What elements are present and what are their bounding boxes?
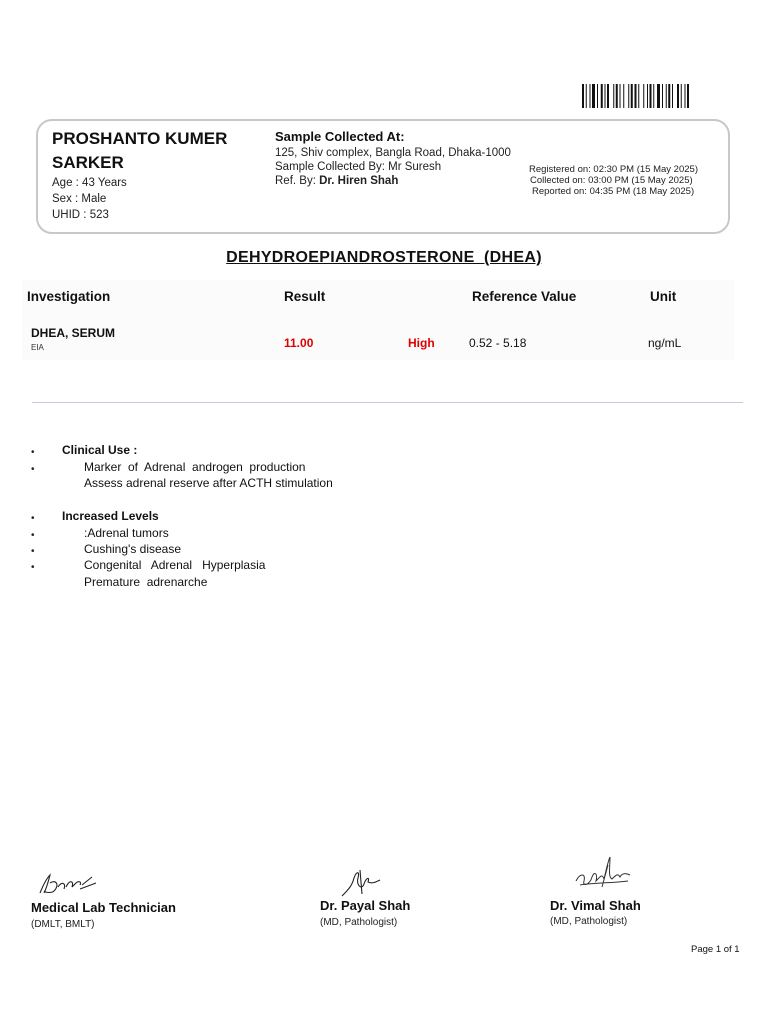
- signatory-name: Dr. Payal Shah: [320, 898, 411, 913]
- signatory-qualification: (MD, Pathologist): [320, 917, 398, 928]
- barcode-bar: [605, 84, 606, 108]
- barcode-bar: [631, 84, 633, 108]
- barcode-bar: [653, 84, 654, 108]
- increased-item: Premature adrenarche: [84, 575, 208, 589]
- sample-collected-heading: Sample Collected At:: [275, 129, 405, 144]
- barcode-bar: [597, 84, 598, 108]
- header-reference: Reference Value: [472, 289, 577, 304]
- barcode-bar: [620, 84, 621, 108]
- bullet: •: [31, 530, 35, 541]
- header-unit: Unit: [650, 289, 677, 304]
- referred-by: [275, 173, 398, 189]
- barcode-bar: [666, 84, 667, 108]
- barcode-bar: [623, 84, 624, 108]
- test-name: DHEA, SERUM: [31, 326, 116, 340]
- patient-age: Age : 43 Years: [52, 177, 127, 189]
- signature-technician-image: [36, 869, 100, 897]
- barcode-bar: [668, 84, 670, 108]
- patient-name-line2: SARKER: [52, 153, 124, 172]
- barcode-bar: [685, 84, 686, 108]
- barcode-bar: [657, 84, 660, 108]
- barcode-bar: [590, 84, 591, 108]
- bullet: •: [31, 447, 35, 458]
- reported-date: Reported on: 04:35 PM (18 May 2025): [532, 186, 695, 197]
- barcode-bar: [677, 84, 679, 108]
- registered-date: Registered on: 02:30 PM (15 May 2025): [529, 164, 698, 175]
- bullet: •: [31, 464, 35, 475]
- header-investigation: Investigation: [27, 289, 111, 304]
- results-table: [22, 280, 734, 360]
- barcode-bar: [601, 84, 603, 108]
- result-value: 11.00: [284, 336, 314, 350]
- signature-payal-shah-image: [340, 866, 384, 900]
- barcode-bar: [613, 84, 614, 108]
- section-divider: [32, 402, 743, 403]
- bullet: •: [31, 562, 35, 573]
- patient-name-line1: PROSHANTO KUMER: [52, 129, 228, 148]
- barcode-bar: [616, 84, 618, 108]
- bullet: •: [31, 513, 35, 524]
- barcode-bar: [586, 84, 587, 108]
- signatory-qualification: (MD, Pathologist): [550, 916, 628, 927]
- result-flag: High: [408, 336, 435, 350]
- collection-address: 125, Shiv complex, Bangla Road, Dhaka-1000: [275, 147, 511, 159]
- barcode-bar: [687, 84, 689, 108]
- page-number: Page 1 of 1: [691, 944, 740, 955]
- increased-levels-heading: Increased Levels: [62, 509, 159, 523]
- reference-range: 0.52 - 5.18: [469, 336, 527, 350]
- ref-label: Ref. By:: [275, 175, 316, 187]
- barcode-bar: [643, 84, 644, 108]
- increased-item: Congenital Adrenal Hyperplasia: [84, 558, 266, 572]
- barcode-bar: [592, 84, 595, 108]
- collected-date: Collected on: 03:00 PM (15 May 2025): [530, 175, 693, 186]
- signature-vimal-shah-image: [572, 855, 634, 893]
- barcode-image: [582, 84, 726, 108]
- bullet: •: [31, 546, 35, 557]
- barcode-bar: [607, 84, 609, 108]
- barcode-bar: [662, 84, 663, 108]
- barcode-bar: [628, 84, 629, 108]
- test-method: EIA: [31, 343, 44, 352]
- report-title: DEHYDROEPIANDROSTERONE (DHEA): [226, 249, 542, 266]
- clinical-use-heading: Clinical Use :: [62, 443, 138, 457]
- patient-uhid: UHID : 523: [52, 209, 109, 221]
- increased-item: :Adrenal tumors: [84, 526, 169, 540]
- barcode-bar: [638, 84, 639, 108]
- barcode-bar: [635, 84, 637, 108]
- clinical-use-line: Assess adrenal reserve after ACTH stimulation: [84, 476, 333, 490]
- result-unit: ng/mL: [648, 336, 682, 350]
- signatory-qualification: (DMLT, BMLT): [31, 919, 95, 930]
- increased-item: Cushing's disease: [84, 542, 182, 556]
- signatory-name: Dr. Vimal Shah: [550, 898, 641, 913]
- barcode-bar: [582, 84, 584, 108]
- signatory-name: Medical Lab Technician: [31, 900, 176, 915]
- patient-sex: Sex : Male: [52, 193, 107, 205]
- collected-by: Sample Collected By: Mr Suresh: [275, 161, 442, 173]
- barcode-bar: [647, 84, 648, 108]
- barcode-bar: [672, 84, 673, 108]
- barcode-bar: [681, 84, 682, 108]
- ref-doctor: Dr. Hiren Shah: [319, 175, 399, 187]
- barcode-bar: [650, 84, 652, 108]
- header-result: Result: [284, 289, 326, 304]
- clinical-use-line: Marker of Adrenal androgen production: [84, 460, 306, 474]
